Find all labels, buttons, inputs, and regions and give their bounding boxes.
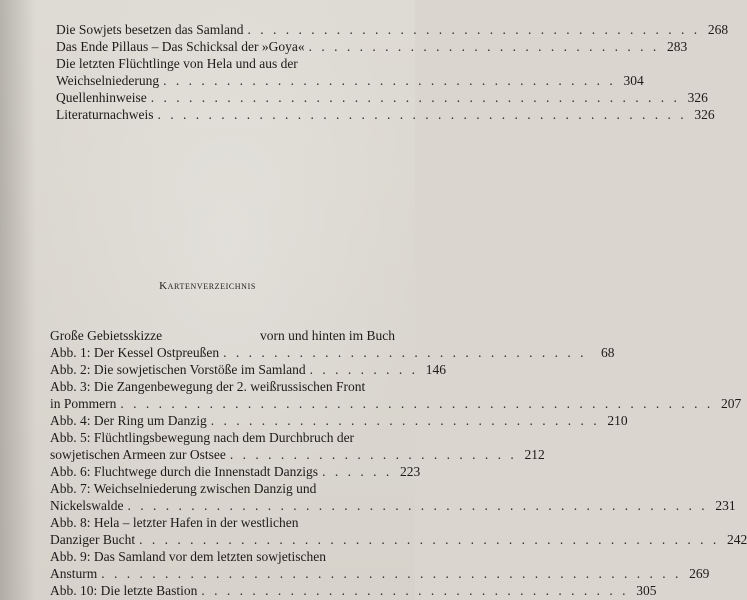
page-gutter-shadow [0,0,36,600]
toc-entry-page: 268 [707,22,729,37]
leader-dots: . . . . . . . . . . . . . . . . . . . . . . . . . . . . . . . . . . [201,583,629,598]
map-entry-title: Abb. 3: Die Zangenbewegung der 2. weißrussischen Front [50,379,366,394]
map-entry-page: 210 [607,413,628,428]
leader-dots: . . . . . . . . . . . . . . . . . . . . . . . . . . . . . . . . . . . . . . . . . . [157,107,687,122]
leader-dots: . . . . . . . . . . . . . . . . . . . . . . . . . . . . [308,39,660,54]
map-overview-label: Große Gebietsskizze [50,328,163,343]
toc-entry-title-cont: Weichselniederung [56,73,160,88]
leader-dots: . . . . . . . . . . . . . . . . . . . . . . . . . . . . . . . . . . . . . . . . . . . . . . [139,532,720,547]
map-entry-page: 68 [600,345,615,360]
toc-entry-page: 283 [666,39,688,54]
map-entry-page: 207 [721,396,742,411]
map-entry-title: Abb. 5: Flüchtlingsbewegung nach dem Durchbruch der [50,430,355,445]
map-entry-page: 223 [399,464,421,479]
toc-entry-title: Das Ende Pillaus – Das Schicksal der »Goya« [56,39,305,54]
toc-entry-page: 326 [694,107,715,122]
map-overview-row [50,327,395,344]
leader-dots: . . . . . . . . . . . . . . . . . . . . . . . . . . . . . . . . . . . . . . . . . . . . . . . [120,396,714,411]
map-entry-line1 [50,429,395,446]
toc-entry-title: Die letzten Flüchtlinge von Hela und aus der [56,56,298,71]
map-entry-page: 231 [715,498,736,513]
map-entry-page: 269 [689,566,710,581]
leader-dots: . . . . . . . . . . . . . . . . . . . . . . . . . . . . . . . . . . . . . . . . . . . . . . [101,566,682,581]
map-entry-title: Abb. 2: Die sowjetischen Vorstöße im Samland [50,362,306,377]
leader-dots: . . . . . . . . . . . . . . . . . . . . . . . [229,447,517,462]
leader-dots: . . . . . . . . . . . . . . . . . . . . . . . . . . . . . . . [210,413,600,428]
map-entry-title: Abb. 7: Weichselniederung zwischen Danzig und [50,481,317,496]
leader-dots: . . . . . . . . . [309,362,418,377]
map-entry [50,344,615,361]
map-entry-line1 [50,514,395,531]
map-entry-title-cont: Danziger Bucht [50,532,136,547]
toc-entry [56,21,729,38]
map-entry [50,395,742,412]
map-entry [50,497,736,514]
toc-entry [56,72,644,89]
map-entry-page: 146 [425,362,446,377]
toc-entry [56,89,708,106]
map-entry-title-cont: sowjetischen Armeen zur Ostsee [50,447,226,462]
map-entry-line1 [50,548,395,565]
map-entry [50,565,710,582]
map-entry [50,446,545,463]
leader-dots: . . . . . . . . . . . . . . . . . . . . . . . . . . . . . . . . . . . . . . . . . . [150,90,680,105]
toc-entry-title: Literaturnachweis [56,107,154,122]
map-entry-title: Abb. 10: Die letzte Bastion [50,583,198,598]
map-entry-line1 [50,480,395,497]
map-entry-title: Abb. 6: Fluchtwege durch die Innenstadt Danzigs [50,464,319,479]
map-entry [50,531,747,548]
map-entry-page: 242 [726,532,747,547]
map-entry [50,582,657,599]
map-entry-page: 305 [636,583,657,598]
toc-entry [56,106,715,123]
map-entry [50,412,628,429]
section-heading: Kartenverzeichnis [159,280,256,292]
leader-dots: . . . . . . . . . . . . . . . . . . . . . . . . . . . . . . . . . . . . [247,22,701,37]
toc-entry-page: 326 [687,90,708,105]
toc-entry-title: Quellenhinweise [56,90,147,105]
map-entry [50,463,421,480]
toc-entry [56,38,688,55]
map-entry-title: Abb. 9: Das Samland vor dem letzten sowjetischen [50,549,326,564]
map-entry-line1 [50,378,395,395]
leader-dots: . . . . . . . . . . . . . . . . . . . . . . . . . . . . . . . . . . . . [163,73,616,88]
map-entry-title-cont: in Pommern [50,396,117,411]
leader-dots: . . . . . . . . . . . . . . . . . . . . . . . . . . . . . . . . . . . . . . . . . . . . . . [127,498,708,513]
map-entry-title-cont: Ansturm [50,566,98,581]
map-entry-title: Abb. 1: Der Kessel Ostpreußen [50,345,220,360]
map-overview-location: vorn und hinten im Buch [260,328,395,343]
map-entry-title: Abb. 8: Hela – letzter Hafen in der westlichen [50,515,299,530]
toc-entry-title: Die Sowjets besetzen das Samland [56,22,244,37]
map-entry-title: Abb. 4: Der Ring um Danzig [50,413,207,428]
toc-entry-page: 304 [623,73,644,88]
map-entry-title-cont: Nickelswalde [50,498,124,513]
map-entry-page: 212 [524,447,545,462]
leader-dots: . . . . . . [322,464,393,479]
map-entry [50,361,446,378]
toc-entry-line1 [56,55,389,72]
leader-dots: . . . . . . . . . . . . . . . . . . . . . . . . . . . . . [223,345,587,360]
